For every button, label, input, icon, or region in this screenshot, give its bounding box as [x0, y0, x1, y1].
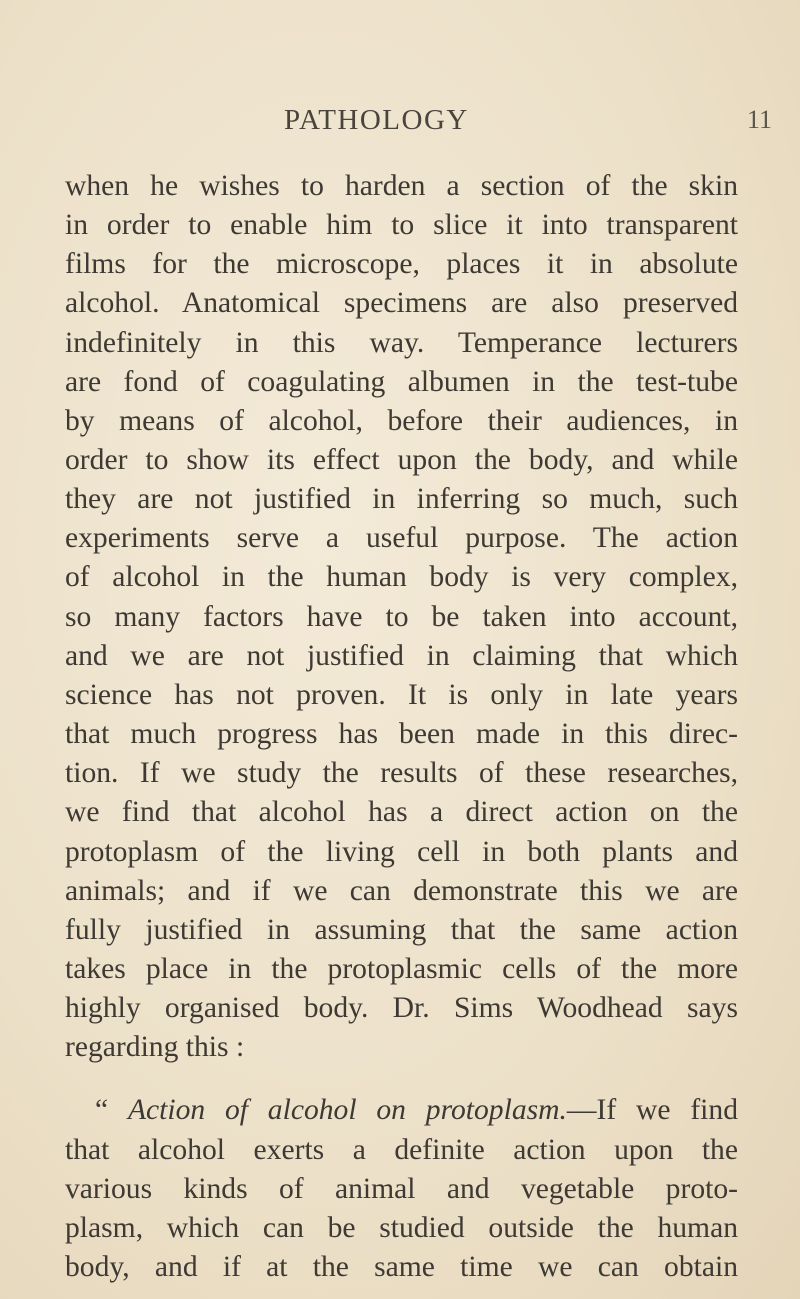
text-line: protoplasm of the living cell in both plants and [65, 836, 738, 868]
text-line: tion. If we study the results of these researches, [65, 757, 738, 789]
text-line: they are not justified in inferring so much, such [65, 483, 738, 515]
text-line: takes place in the protoplasmic cells of the more [65, 953, 738, 985]
text-line: fully justified in assuming that the same action [65, 914, 738, 946]
text-line: when he wishes to harden a section of the skin [65, 170, 738, 202]
text-line: are fond of coagulating albumen in the test-tube [65, 366, 738, 398]
running-title: PATHOLOGY [284, 104, 469, 136]
text-line: experiments serve a useful purpose. The action [65, 522, 738, 554]
text-line: highly organised body. Dr. Sims Woodhead says [65, 992, 738, 1024]
text-line: that much progress has been made in this direc- [65, 718, 738, 750]
text-line: that alcohol exerts a definite action upon the [65, 1134, 738, 1166]
text-line: in order to enable him to slice it into transparent [65, 209, 738, 241]
text-line: science has not proven. It is only in late years [65, 679, 738, 711]
quotation-first-line [95, 1090, 738, 1130]
open-quote: “ [95, 1094, 128, 1126]
text-line: films for the microscope, places it in absolute [65, 248, 738, 280]
text-line: order to show its effect upon the body, and while [65, 444, 738, 476]
text-line: body, and if at the same time we can obtain [65, 1251, 738, 1283]
text-line: by means of alcohol, before their audiences, in [65, 405, 738, 437]
text-line: plasm, which can be studied outside the human [65, 1212, 738, 1244]
text-line: animals; and if we can demonstrate this we are [65, 875, 738, 907]
text-line: of alcohol in the human body is very complex, [65, 561, 738, 593]
text-line: regarding this : [65, 1031, 245, 1063]
text-line: so many factors have to be taken into account, [65, 601, 738, 633]
text-line: alcohol. Anatomical specimens are also preserved [65, 287, 738, 319]
quotation-italic-heading: Action of alcohol on protoplasm. [127, 1094, 567, 1126]
text-line: various kinds of animal and vegetable proto- [65, 1173, 738, 1205]
text-line: and we are not justified in claiming that which [65, 640, 738, 672]
text-line: indefinitely in this way. Temperance lecturers [65, 327, 738, 359]
quotation-first-line-rest: —If we find [566, 1094, 738, 1126]
text-line: we find that alcohol has a direct action on the [65, 796, 738, 828]
page-number: 11 [747, 105, 773, 134]
